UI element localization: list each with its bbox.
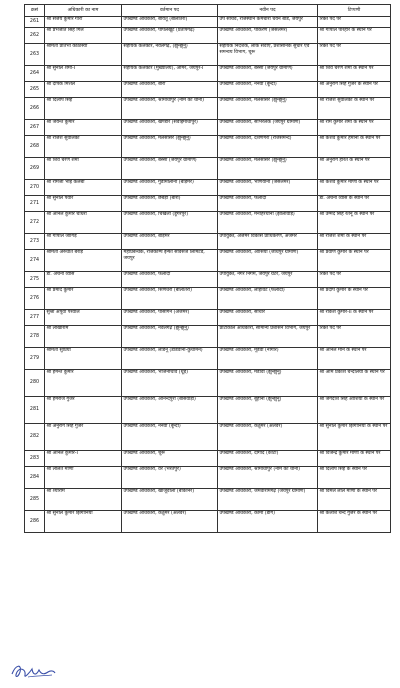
cell-officer-name: श्री लाखाराम: [45, 326, 122, 348]
cell-current-post: उपखण्ड अधिकारी, फलौदी: [122, 272, 218, 288]
cell-current-post: सहायक कलक्टर, नवलगढ़, (झुन्झुनू): [122, 44, 218, 66]
cell-new-post: उपखण्ड अधिकारी, देशणगरा (राजसमन्द): [218, 136, 318, 158]
cell-new-post: उपखण्ड अधिकारी, मंडावा (झुन्झुनू): [218, 370, 318, 397]
header-remarks: टिप्पणी: [318, 5, 391, 17]
cell-remarks: श्री राकेश कुमार-II के स्थान पर: [318, 310, 391, 326]
cell-remarks: रिक्त पद पर: [318, 17, 391, 28]
cell-serial: 275: [25, 272, 45, 288]
table-row: [25, 326, 391, 348]
cell-officer-name: श्री शिव चरण शर्मा: [45, 158, 122, 180]
cell-new-post: उपखण्ड अधिकारी, बस्सी (जयपुर ग्रामीण): [218, 66, 318, 82]
cell-new-post: उपखण्ड अधिकारी, भणियाना (जैसलमेर): [218, 180, 318, 196]
cell-remarks: रिक्त पद पर: [318, 326, 391, 348]
cell-current-post: उपखण्ड अधिकारी, खण्डार (सवाईमाधोपुर): [122, 120, 218, 136]
cell-serial: 283: [25, 451, 45, 467]
table-row: [25, 82, 391, 98]
cell-officer-name: श्रीमती प्रतिभा कोठास्या: [45, 44, 122, 66]
cell-serial: 270: [25, 180, 45, 196]
cell-serial: 278: [25, 326, 45, 348]
cell-officer-name: श्री जयन्त कुमार: [45, 120, 122, 136]
cell-remarks-text: श्री कैलाश चन्द गुर्जर के स्थान पर: [319, 511, 378, 516]
cell-remarks: श्री राम कुमार शर्मा के स्थान पर: [318, 120, 391, 136]
cell-officer-name: श्री दीपक मित्तल: [45, 82, 122, 98]
cell-remarks: श्री केशव कुमार हेमानी के स्थान पर: [318, 136, 391, 158]
cell-remarks: श्री अनुराग सिंह गुर्जर के स्थान पर: [318, 82, 391, 98]
cell-current-post: उपखण्ड अधिकारी, छबड़ा (बारां): [122, 196, 218, 212]
cell-remarks: श्री उम्मेद सिंह रतनू के स्थान पर: [318, 212, 391, 234]
header-officer-name: अधिकारी का नाम: [45, 5, 122, 17]
table-row: [25, 136, 391, 158]
table-row: [25, 310, 391, 326]
cell-new-post: उपखण्ड अधिकारी, फलौदी: [218, 196, 318, 212]
cell-officer-name: श्री हेमराज गुर्जर: [45, 397, 122, 424]
cell-remarks: श्री जगदीश सिंह आशिया के स्थान पर: [318, 397, 391, 424]
cell-remarks: श्री प्रवीण कुमार के स्थान पर: [318, 250, 391, 272]
cell-serial: 285: [25, 489, 45, 511]
cell-new-post: प्रोटोकॉल अधिकारी, सामान्य प्रशासन विभाग, जयपुर: [218, 326, 318, 348]
cell-new-post: उपखण्ड अधिकारी, सांभरलेक (जयपुर ग्रामीण): [218, 120, 318, 136]
cell-serial: 273: [25, 234, 45, 250]
cell-serial: 272: [25, 212, 45, 234]
cell-officer-name: श्री रामजी भाई कलबी: [45, 180, 122, 196]
cell-current-post: उपखण्ड अधिकारी, नैनवा (बून्दी): [122, 424, 218, 451]
cell-new-post: उपायुक्त, अजमेर विकास प्राधिकरण, अजमेर: [218, 234, 318, 250]
table-row: [25, 66, 391, 82]
cell-remarks: रिक्त पद पर: [318, 272, 391, 288]
cell-officer-name: श्रीमती सुप्रिया: [45, 348, 122, 370]
cell-current-post: उपखण्ड अधिकारी, पीपलखूंट (प्रतापगढ़): [122, 28, 218, 44]
cell-remarks: श्री विमल लाल मीणा के स्थान पर: [318, 489, 391, 511]
signature-image: [8, 660, 58, 682]
cell-new-post: उपखण्ड अधिकारी, सांचौर: [218, 310, 318, 326]
cell-officer-name: श्री गोपाल जांगिड़: [45, 234, 122, 250]
cell-officer-name: श्री अनिल कुमार-I: [45, 451, 122, 467]
cell-new-post: उप सचिव, राजस्थान कर्मचारी चयन बोर्ड, जयपुर: [218, 17, 318, 28]
cell-remarks: श्री अनिल मान के स्थान पर: [318, 348, 391, 370]
cell-current-post: उपखण्ड अधिकारी, मलसीसर (झुन्झुनू): [122, 136, 218, 158]
cell-officer-name: सुश्री अपूर्वा परवाल: [45, 310, 122, 326]
table-row: [25, 98, 391, 120]
cell-new-post: उपखण्ड अधिकारी, लोहावट (फलौदी): [218, 288, 318, 310]
cell-current-post: उपखण्ड अधिकारी, श्रीमाधोपुर (नीम का थाना): [122, 98, 218, 120]
table-row: [25, 158, 391, 180]
header-new-post: नवीन पद: [218, 5, 318, 17]
cell-serial: 281: [25, 397, 45, 424]
table-row: [25, 489, 391, 511]
cell-officer-name: श्री सुनील पंवार: [45, 196, 122, 212]
cell-serial: 286: [25, 511, 45, 533]
cell-current-post: उपखण्ड अधिकारी, चूरू: [122, 451, 218, 467]
cell-new-post: उपखण्ड अधिकारी, कठूमर (अलवर): [218, 424, 318, 451]
cell-remarks: श्री राजेश शर्मा के स्थान पर: [318, 234, 391, 250]
cell-serial: 262: [25, 28, 45, 44]
cell-officer-name: श्री सुनील शर्मा-I: [45, 66, 122, 82]
cell-current-post: उपखण्ड अधिकारी, बायतू (बालोतरा): [122, 17, 218, 28]
table-row: [25, 397, 391, 424]
cell-serial: 263: [25, 44, 45, 66]
cell-serial: 277: [25, 310, 45, 326]
table-row: [25, 288, 391, 310]
cell-new-post: उपखण्ड अधिकारी, दीगोद (कोटा): [218, 451, 318, 467]
table-row: [25, 370, 391, 397]
cell-new-post: उपखण्ड अधिकारी, मलसीसर (झुन्झुनू): [218, 98, 318, 120]
cell-remarks: डॉ. अर्चना व्यास के स्थान पर: [318, 196, 391, 212]
cell-remarks: श्री सुनील कुमार झिंगोनिया के स्थान पर: [318, 424, 391, 451]
cell-current-post: उपखण्ड अधिकारी, गुडामालानी (बाड़मेर): [122, 180, 218, 196]
cell-remarks: श्री प्रदीप कुमार के स्थान पर: [318, 288, 391, 310]
cell-new-post: उपखण्ड अधिकारी, जमवारामगढ़ (जयपुर ग्रामीण): [218, 489, 318, 511]
cell-serial: 280: [25, 370, 45, 397]
cell-new-post: उपखण्ड अधिकारी, ओसियां (जोधपुर ग्रामीण): [218, 250, 318, 272]
cell-officer-name: श्रीमती अरुंधति बराड़: [45, 250, 122, 272]
cell-officer-name: श्री दिलीप सिंह: [45, 98, 122, 120]
cell-current-post: उपखण्ड अधिकारी, सिणधरी (बालोतरा): [122, 288, 218, 310]
cell-serial: 279: [25, 348, 45, 370]
cell-current-post: महाप्रबन्धक, राजकॉम्प इन्फो सर्विसेज लिमिटेड, जयपुर: [122, 250, 218, 272]
cell-serial: 268: [25, 136, 45, 158]
cell-officer-name: श्री श्योराम: [45, 489, 122, 511]
cell-remarks: श्री अनुराग हरित के स्थान पर: [318, 158, 391, 180]
cell-serial: 271: [25, 196, 45, 212]
table-row: [25, 17, 391, 28]
cell-new-post: उपखण्ड अधिकारी, बूहाना (झुन्झुनू): [218, 397, 318, 424]
cell-new-post: उपखण्ड अधिकारी, पोकरण (जैसलमेर): [218, 28, 318, 44]
cell-new-post: उपायुक्त, नगर निगम, जयपुर ग्रेटर, जयपुर: [218, 272, 318, 288]
cell-officer-name: श्री प्रभजोत सिंह गिल: [45, 28, 122, 44]
table-body: [25, 17, 391, 533]
cell-current-post: सहायक कलक्टर (मुख्यालय), आमेर, जयपुर-I: [122, 66, 218, 82]
header-serial: क्रसं: [25, 5, 45, 17]
table-row: [25, 212, 391, 234]
cell-current-post: उपखण्ड अधिकारी, पीसांगन (अजमेर): [122, 310, 218, 326]
cell-remarks: श्री गोपाल परिहार के स्थान पर: [318, 28, 391, 44]
header-current-post: वर्तमान पद: [122, 5, 218, 17]
cell-serial: 265: [25, 82, 45, 98]
cell-current-post: उपखण्ड अधिकारी, वैर (भरतपुर): [122, 467, 218, 489]
cell-new-post: उपखण्ड अधिकारी, मूंडवा (नागौर): [218, 348, 318, 370]
cell-serial: 266: [25, 98, 45, 120]
cell-current-post: उपखण्ड अधिकारी, आनन्दपुरी (बांसवाड़ा): [122, 397, 218, 424]
cell-current-post: उपखण्ड अधिकारी, कठूमर (अलवर): [122, 511, 218, 533]
cell-serial: 274: [25, 250, 45, 272]
cell-current-post: उपखण्ड अधिकारी, लाडनूं (डीडवाना-कुचामन): [122, 348, 218, 370]
cell-officer-name: श्री संजय कुमार गोरा: [45, 17, 122, 28]
cell-current-post: उपखण्ड अधिकारी, नवलगढ़ (झुन्झुनू): [122, 326, 218, 348]
cell-remarks: श्री शिव चरण शर्मा के स्थान पर: [318, 66, 391, 82]
cell-officer-name: श्री प्रमोद कुमार: [45, 288, 122, 310]
table-row: [25, 424, 391, 451]
table-row: [25, 28, 391, 44]
cell-officer-name: श्री राजेश सुवालका: [45, 136, 122, 158]
cell-current-post: उपखण्ड अधिकारी, भोजनाथाव (धूड़): [122, 370, 218, 397]
table-row: [25, 467, 391, 489]
cell-serial: 264: [25, 66, 45, 82]
cell-serial: 282: [25, 424, 45, 451]
table-row: [25, 250, 391, 272]
cell-remarks: रिक्त पद पर: [318, 44, 391, 66]
cell-current-post: उपखण्ड अधिकारी, बारां: [122, 82, 218, 98]
transfer-table: [24, 4, 391, 533]
table-header-row: [25, 5, 391, 17]
cell-serial: 284: [25, 467, 45, 489]
cell-officer-name: डॉ. अर्चना व्यास: [45, 272, 122, 288]
cell-serial: 269: [25, 158, 45, 180]
cell-remarks: श्री विजेन्द्र कुमार मीणा के स्थान पर: [318, 451, 391, 467]
table-row: [25, 180, 391, 196]
cell-current-post: उपखण्ड अधिकारी, बाड़मेर: [122, 234, 218, 250]
cell-current-post: उपखण्ड अधिकारी, चिखली (डूंगरपुर): [122, 212, 218, 234]
cell-officer-name: श्री अनुराग सिंह गुर्जर: [45, 424, 122, 451]
table-row: [25, 234, 391, 250]
cell-current-post: उपखण्ड अधिकारी, खाजूवाला (बीकानेर): [122, 489, 218, 511]
cell-remarks: श्री दिलीप सिंह के स्थान पर: [318, 467, 391, 489]
cell-new-post-text: उपखण्ड अधिकारी, कामां (डीग): [219, 511, 275, 516]
cell-current-post: उपखण्ड अधिकारी, बस्सी (जयपुर ग्रामीण): [122, 158, 218, 180]
cell-new-post: उपखण्ड अधिकारी, मनोहरथाना (झालावाड़): [218, 212, 318, 234]
cell-new-post: उपखण्ड अधिकारी, नैनवा (बून्दी): [218, 82, 318, 98]
cell-remarks: [318, 511, 391, 533]
table-row: [25, 451, 391, 467]
cell-officer-name: श्री अनिल कुमार चौधरी: [45, 212, 122, 234]
table-row: [25, 120, 391, 136]
cell-serial: 267: [25, 120, 45, 136]
cell-new-post: उपखण्ड अधिकारी, मलसीसर (झुन्झुनू): [218, 158, 318, 180]
cell-officer-name: श्री ललित मीणा: [45, 467, 122, 489]
table-row: [25, 511, 391, 533]
cell-remarks: श्री केशव कुमार मीणा के स्थान पर: [318, 180, 391, 196]
cell-serial: 261: [25, 17, 45, 28]
cell-new-post: सहायक निदेशक, लोक सेवाएं, प्रशासनिक सुधार एवं समन्वय विभाग, चूरू: [218, 44, 318, 66]
cell-new-post: उपखण्ड अधिकारी, श्रीमाधोपुर (नीम का थाना): [218, 467, 318, 489]
cell-remarks: श्री राजेश सुवालका के स्थान पर: [318, 98, 391, 120]
cell-remarks: श्री ओम प्रकाश चन्देलिया के स्थान पर: [318, 370, 391, 397]
table-row: [25, 272, 391, 288]
cell-officer-name: श्री सुनील कुमार झिंगोनिया: [45, 511, 122, 533]
cell-officer-name: श्री हेमन्त कुमार: [45, 370, 122, 397]
cell-new-post: [218, 511, 318, 533]
table-row: [25, 196, 391, 212]
cell-serial: 276: [25, 288, 45, 310]
table-row: [25, 44, 391, 66]
table-row: [25, 348, 391, 370]
